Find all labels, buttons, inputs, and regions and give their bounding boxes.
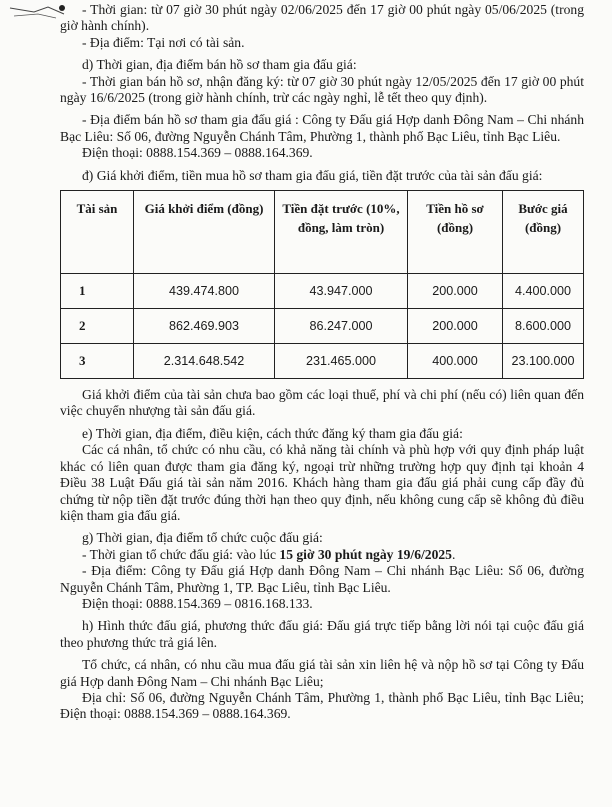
table-header: Bước giá (đồng) xyxy=(503,191,584,274)
table-cell: 231.465.000 xyxy=(275,344,408,379)
table-header: Tiền hồ sơ (đồng) xyxy=(408,191,503,274)
table-row xyxy=(61,274,584,309)
section-h-contact: Tổ chức, cá nhân, có nhu cầu mua đấu giá tài sản xin liên hệ và nộp hồ sơ tại Công ty Đấu giá Hợp danh Đông Nam – Chi nhánh Bạc Liêu; xyxy=(60,657,584,689)
table-cell: 86.247.000 xyxy=(275,309,408,344)
section-g-time xyxy=(60,547,584,563)
section-e-heading: e) Thời gian, địa điểm, điều kiện, cách thức đăng ký tham gia đấu giá: xyxy=(82,425,463,441)
section-g-time-suffix: . xyxy=(451,546,456,562)
table-cell: 200.000 xyxy=(408,274,503,309)
table-cell: 400.000 xyxy=(408,344,503,379)
section-e-body: Các cá nhân, tổ chức có nhu cầu, có khả năng tài chính và phù hợp với quy định pháp luật khác có liên quan được tham gia đăng ký, ngoại trừ những trường hợp quy định tại khoản 4 Điều 38 Luật Đấu giá tài sản năm 2016. Khách hàng tham gia đấu giá phải cung cấp đầy đủ chứng từ nộp tiền đặt trước đúng thời hạn theo quy định, nếu không cung cấp sẽ không đủ điều kiện tham gia đấu giá. xyxy=(60,442,584,523)
price-table xyxy=(60,190,584,379)
section-g-phone: Điện thoại: 0888.154.369 – 0816.168.133. xyxy=(82,595,313,611)
section-g-heading: g) Thời gian, địa điểm tổ chức cuộc đấu giá: xyxy=(82,530,323,546)
document-page xyxy=(60,2,584,723)
table-cell: 2.314.648.542 xyxy=(134,344,275,379)
section-d-place: - Địa điểm bán hồ sơ tham gia đấu giá : Công ty Đấu giá Hợp danh Đông Nam – Chi nhánh Bạc Liêu: Số 06, đường Nguyễn Chánh Tâm, Phường 1, thành phố Bạc Liêu, tỉnh Bạc Liêu. xyxy=(60,112,584,144)
section-d-time: - Thời gian bán hồ sơ, nhận đăng ký: từ 07 giờ 30 phút ngày 12/05/2025 đến 17 giờ 00 phút ngày 16/6/2025 (trong giờ hành chính, trừ các ngày nghỉ, lễ tết theo quy định). xyxy=(60,73,584,106)
table-cell: 43.947.000 xyxy=(275,274,408,309)
section-h-address: Địa chỉ: Số 06, đường Nguyễn Chánh Tâm, Phường 1, thành phố Bạc Liêu, tỉnh Bạc Liêu; Điện thoại: 0888.154.369 – 0888.164.369. xyxy=(60,689,584,722)
table-header-row xyxy=(61,191,584,274)
table-cell: 200.000 xyxy=(408,309,503,344)
table-cell: 23.100.000 xyxy=(503,344,584,379)
section-g-place: - Địa điểm: Công ty Đấu giá Hợp danh Đông Nam – Chi nhánh Bạc Liêu: Số 06, đường Nguyễn Chánh Tâm, Phường 1, TP. Bạc Liêu, tỉnh Bạc Liêu. xyxy=(60,563,584,595)
section-d-phone: Điện thoại: 0888.154.369 – 0888.164.369. xyxy=(82,145,313,161)
auction-datetime: 15 giờ 30 phút ngày 19/6/2025 xyxy=(279,546,452,562)
table-cell: 8.600.000 xyxy=(503,309,584,344)
section-d-heading: d) Thời gian, địa điểm bán hồ sơ tham gia đấu giá: xyxy=(82,57,357,73)
table-cell: 2 xyxy=(61,309,134,344)
table-cell: 439.474.800 xyxy=(134,274,275,309)
table-header: Tiền đặt trước (10%, đồng, làm tròn) xyxy=(275,191,408,274)
inspection-place: - Địa điểm: Tại nơi có tài sản. xyxy=(82,34,245,50)
table-cell: 862.469.903 xyxy=(134,309,275,344)
table-cell: 3 xyxy=(61,344,134,379)
table-row xyxy=(61,309,584,344)
section-dd-heading: đ) Giá khởi điểm, tiền mua hồ sơ tham gia đấu giá, tiền đặt trước của tài sản đấu giá: xyxy=(82,167,543,183)
price-note: Giá khởi điểm của tài sản chưa bao gồm các loại thuế, phí và chi phí (nếu có) liên quan đến việc chuyển nhượng tài sản đấu giá. xyxy=(60,387,584,419)
table-header: Giá khởi điểm (đồng) xyxy=(134,191,275,274)
section-h-heading: h) Hình thức đấu giá, phương thức đấu giá: Đấu giá trực tiếp bằng lời nói tại cuộc đấu giá theo phương thức trả giá lên. xyxy=(60,618,584,650)
table-header: Tài sản xyxy=(61,191,134,274)
table-cell: 4.400.000 xyxy=(503,274,584,309)
inspection-time: - Thời gian: từ 07 giờ 30 phút ngày 02/06/2025 đến 17 giờ 00 phút ngày 05/06/2025 (trong giờ hành chính). xyxy=(60,2,584,34)
section-g-time-prefix: - Thời gian tổ chức đấu giá: vào lúc xyxy=(82,546,280,562)
table-row xyxy=(61,344,584,379)
table-cell: 1 xyxy=(61,274,134,309)
